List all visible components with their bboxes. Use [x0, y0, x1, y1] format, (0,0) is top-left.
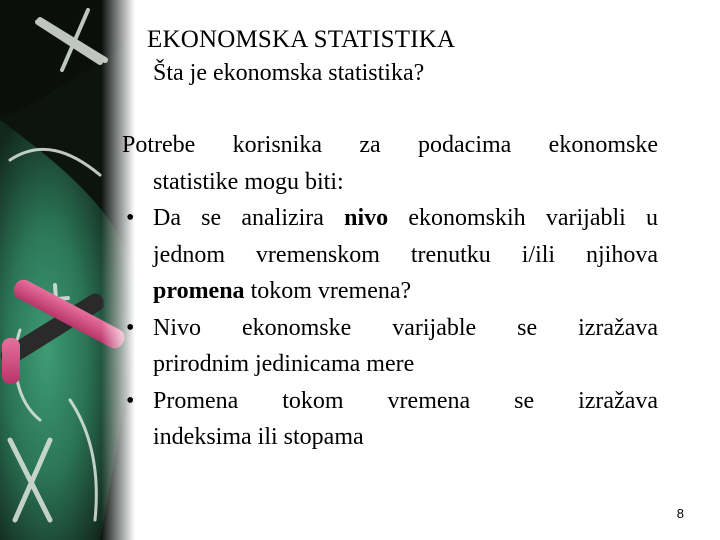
bullet-1-line-1: [153, 200, 658, 237]
bullet-2-line-2: prirodnim jedinicama mere: [153, 351, 415, 377]
bullet-1-bold-nivo: nivo: [344, 205, 389, 231]
bullet-icon: •: [126, 314, 135, 341]
list-item: [122, 310, 658, 383]
intro-line-1: Potrebe korisnika za podacima ekonomske: [122, 132, 658, 158]
bullet-1-line-2: jednom vremenskom trenutku i/ili njihova: [153, 241, 658, 268]
bullet-1-bold-promena: promena: [153, 278, 245, 304]
list-item: [122, 383, 658, 456]
intro-text: [122, 127, 658, 200]
bullet-3-line-1: Promena tokom vremena se izražava: [153, 387, 658, 414]
chalkboard-decoration: [0, 0, 135, 540]
slide-subtitle: Šta je ekonomska statistika?: [153, 60, 425, 86]
bullet-1-text-b: ekonomskih varijabli u: [388, 205, 659, 231]
bullet-3-line-2: indeksima ili stopama: [153, 424, 364, 450]
slide-body: [122, 127, 658, 456]
bullet-1-line-3: [153, 273, 658, 310]
intro-line-2: statistike mogu biti:: [153, 168, 344, 195]
list-item: [122, 200, 658, 310]
bullet-1-text-c: tokom vremena?: [244, 278, 412, 304]
bullet-icon: •: [126, 387, 135, 414]
bullet-2-line-1: Nivo ekonomske varijable se izražava: [153, 314, 658, 341]
slide-title: EKONOMSKA STATISTIKA: [147, 26, 456, 53]
bullet-icon: •: [126, 205, 135, 231]
bullet-1-text-a: Da se analizira: [153, 205, 345, 231]
page-number: 8: [676, 506, 684, 521]
bullet-list: [122, 200, 658, 456]
